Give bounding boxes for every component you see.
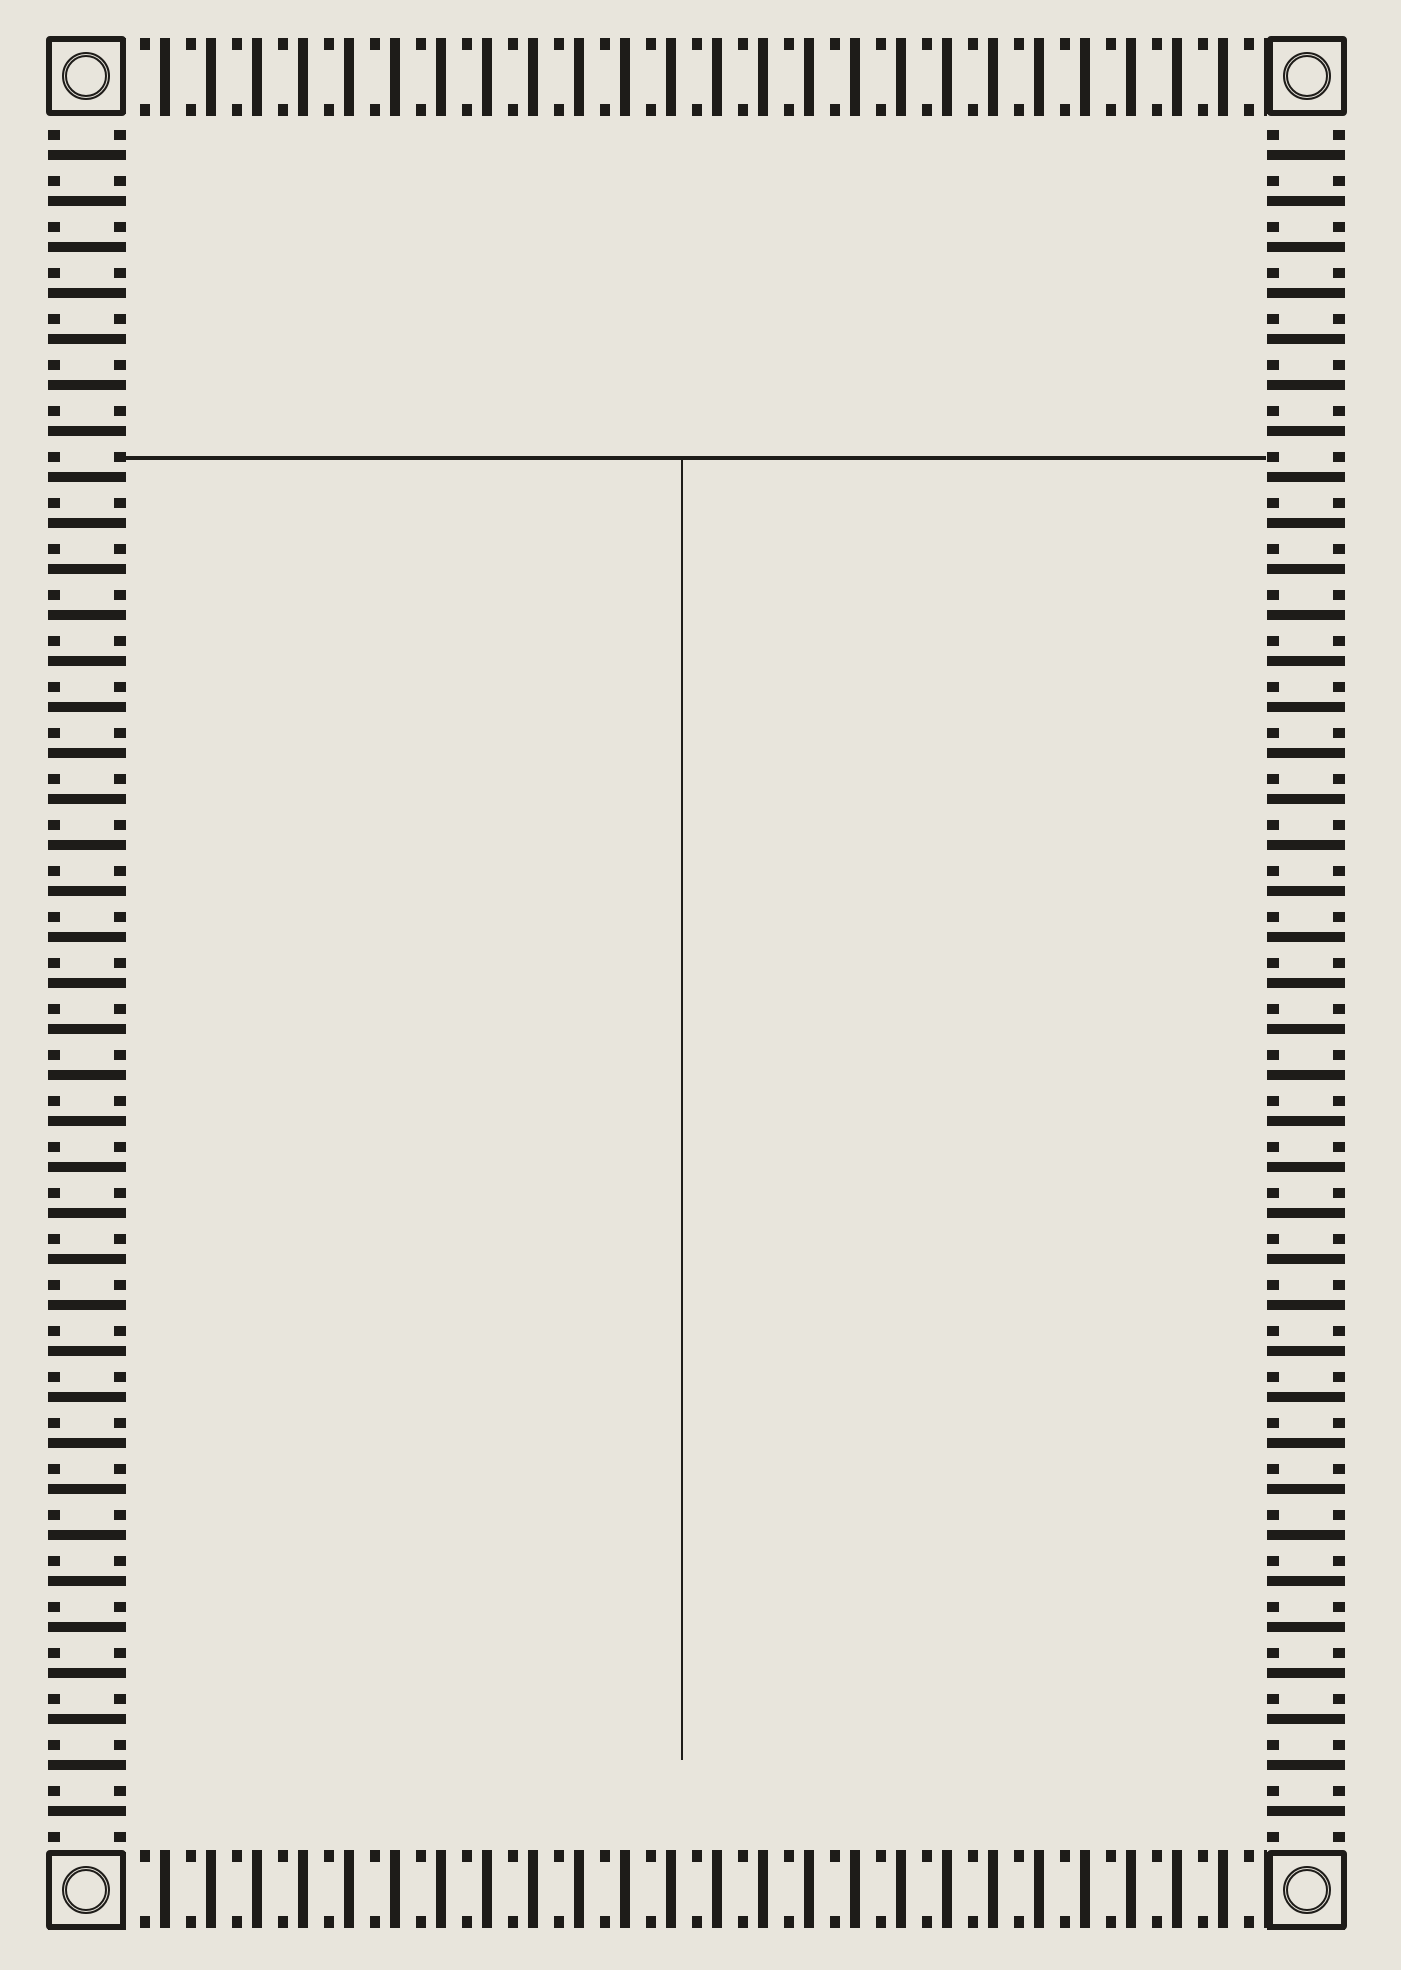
corner-rosette-icon [1267,1850,1347,1930]
meander-border-bottom [48,1850,1345,1928]
meander-border-right [1267,38,1345,1930]
corner-rosette-icon [46,1850,126,1930]
header-rule [126,456,1266,460]
column-divider [681,460,683,1760]
meander-border-left [48,38,126,1930]
corner-rosette-icon [1267,36,1347,116]
price-list-body [126,116,1266,1850]
corner-rosette-icon [46,36,126,116]
meander-border-top [48,38,1345,116]
